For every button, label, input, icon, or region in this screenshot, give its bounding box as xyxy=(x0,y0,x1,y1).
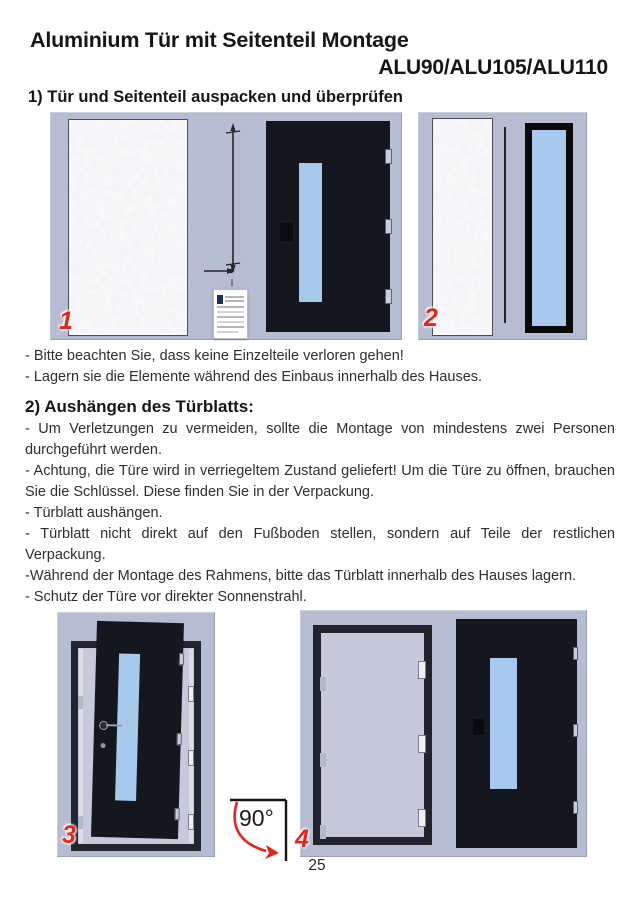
hinge-icon xyxy=(188,750,194,766)
hinge-icon xyxy=(177,733,182,745)
hinge-icon xyxy=(573,801,578,814)
hinge-icon xyxy=(188,814,194,830)
door-glass xyxy=(115,653,140,801)
page-number: 25 xyxy=(308,857,326,874)
hinge-icon xyxy=(418,809,426,827)
section-2-instructions xyxy=(25,419,615,608)
section-1-notes xyxy=(25,346,619,388)
figure-panel-3 xyxy=(57,612,215,857)
instruction-line: - Um Verletzungen zu vermeiden, sollte die Montage von mindestens zwei Personen durchgeführt werden. xyxy=(25,421,615,458)
rotation-angle-label: 90° xyxy=(239,805,274,831)
hinge-icon xyxy=(174,808,179,820)
door-lock xyxy=(280,223,293,241)
crumpled-paper-texture xyxy=(69,120,185,333)
tick-icon xyxy=(227,279,237,287)
rotation-90-icon xyxy=(226,793,290,865)
hinge-icon xyxy=(78,816,83,829)
door-lock xyxy=(473,719,484,735)
hinge-icon xyxy=(188,686,194,702)
hinge-icon xyxy=(78,696,83,709)
hinge-icon xyxy=(573,724,578,737)
hinge-icon xyxy=(573,647,578,660)
instruction-line: -Während der Montage des Rahmens, bitte das Türblatt innerhalb des Hauses lagern. xyxy=(25,568,577,584)
hinge-icon xyxy=(320,677,326,691)
instruction-line: - Türblatt nicht direkt auf den Fußboden stellen, sondern auf Teile der restlichen Verpackung. xyxy=(25,526,615,563)
figure-panel-1 xyxy=(50,112,402,340)
door-glass xyxy=(490,658,517,789)
crumpled-paper-texture xyxy=(433,119,490,333)
arrow-right-icon xyxy=(201,265,239,277)
note-line: - Bitte beachten Sie, dass keine Einzelteile verloren gehen! xyxy=(25,348,404,364)
door-leaf-unhinged xyxy=(91,621,184,839)
empty-door-frame xyxy=(313,625,432,845)
door-glass xyxy=(299,163,322,302)
figure-number-3: 3 xyxy=(62,821,76,849)
section-1-heading: 1) Tür und Seitenteil auspacken und überprüfen xyxy=(28,88,403,106)
door-leaf xyxy=(266,121,390,332)
side-panel-glass xyxy=(525,123,573,333)
figure-panel-2 xyxy=(418,112,587,340)
hinge-icon xyxy=(320,825,326,839)
removed-door-leaf xyxy=(456,619,577,848)
figure-number-4: 4 xyxy=(295,825,309,853)
hinge-icon xyxy=(385,289,392,304)
wrapped-sidepanel-package xyxy=(432,118,493,336)
document-icon xyxy=(213,289,248,339)
door-handle-lever xyxy=(106,724,122,726)
figure-number-1: 1 xyxy=(59,307,73,335)
hinge-icon xyxy=(418,661,426,679)
hinge-icon xyxy=(385,149,392,164)
frame-channel xyxy=(79,649,83,843)
document-lines xyxy=(214,290,247,338)
model-codes: ALU90/ALU105/ALU110 xyxy=(378,56,608,79)
page-title: Aluminium Tür mit Seitenteil Montage xyxy=(30,28,409,52)
dimension-line-icon xyxy=(221,123,245,273)
wrapped-door-package xyxy=(68,119,188,336)
hinge-icon xyxy=(385,219,392,234)
instruction-line: - Achtung, die Türe wird in verriegeltem Zustand geliefert! Um die Türe zu öffnen, brauchen Sie die Schlüssel. Diese finden Sie in der Verpackung. xyxy=(25,463,615,500)
instruction-line: - Schutz der Türe vor direkter Sonnenstrahl. xyxy=(25,589,307,605)
figure-number-2: 2 xyxy=(424,304,438,332)
lock-cylinder-icon xyxy=(100,743,105,748)
figure-panel-4 xyxy=(295,610,587,857)
note-line: - Lagern sie die Elemente während des Einbaus innerhalb des Hauses. xyxy=(25,369,483,385)
instruction-line: - Türblatt aushängen. xyxy=(25,505,163,521)
hinge-icon xyxy=(179,653,184,665)
hinge-icon xyxy=(418,735,426,753)
divider-line xyxy=(504,127,506,323)
hinge-icon xyxy=(320,753,326,767)
section-2-heading: 2) Aushängen des Türblatts: xyxy=(25,397,254,416)
